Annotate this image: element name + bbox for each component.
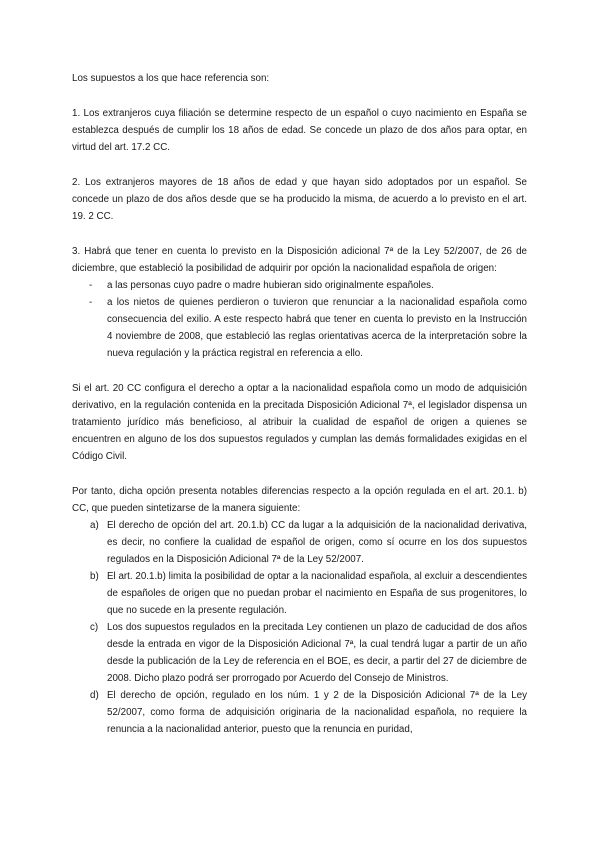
bullet-item: - a los nietos de quienes perdieron o tuvieron que renunciar a la nacionalidad española como consecuencia del exilio. A este respecto habrá que tener en cuenta lo previsto en la Instrucción 4 noviembre de 2008, que estableció las reglas orientativas acerca de la interpretación sobre la nueva regulación y la práctica registral en referencia a ello.: [72, 294, 527, 362]
si-paragraph: Si el art. 20 CC configura el derecho a optar a la nacionalidad española como un modo de adquisición derivativo, en la regulación contenida en la precitada Disposición Adicional 7ª, el legislador dispensa un tratamiento jurídico más beneficioso, al atribuir la cualidad de español de origen a quienes se encuentren en alguno de los dos supuestos regulados y cumplan las demás formalidades exigidas en el Código Civil.: [72, 383, 527, 462]
difference-text: El derecho de opción, regulado en los núm. 1 y 2 de la Disposición Adicional 7ª de la Ley 52/2007, como forma de adquisición originaria de la nacionalidad española, no requiere la renuncia a la nacionalidad anterior, puesto que la renuncia en puridad,: [107, 690, 527, 735]
difference-marker: c): [90, 622, 99, 633]
difference-item: [72, 568, 527, 619]
bullet-item: - a las personas cuyo padre o madre hubieran sido originalmente españoles.: [72, 277, 527, 294]
difference-item: [72, 517, 527, 568]
difference-item: [72, 619, 527, 687]
item-1-paragraph: 1. Los extranjeros cuya filiación se determine respecto de un español o cuyo nacimiento en España se establezca después de cumplir los 18 años de edad. Se concede un plazo de dos años para optar, en virtud del art. 17.2 CC.: [72, 108, 527, 153]
differences-list: [72, 517, 527, 738]
por-tanto-paragraph: Por tanto, dicha opción presenta notables diferencias respecto a la opción regulada en el art. 20.1. b) CC, que pueden sintetizarse de la manera siguiente:: [72, 486, 527, 514]
difference-item: [72, 687, 527, 738]
difference-text: El derecho de opción del art. 20.1.b) CC da lugar a la adquisición de la nacionalidad derivativa, es decir, no confiere la cualidad de español de origen, como sí ocurre en los dos supuestos regulados en la Disposición Adicional 7ª de la Ley 52/2007.: [107, 520, 527, 565]
item-3-bullet-list: [72, 277, 527, 362]
item-2-paragraph: 2. Los extranjeros mayores de 18 años de edad y que hayan sido adoptados por un español. Se concede un plazo de dos años desde que se ha producido la misma, de acuerdo a lo previsto en el art. 19. 2 CC.: [72, 177, 527, 222]
difference-text: Los dos supuestos regulados en la precitada Ley contienen un plazo de caducidad de dos años desde la entrada en vigor de la Disposición Adicional 7ª, la cual tendrá lugar a partir de un año desde la publicación de la Ley de referencia en el BOE, es decir, a partir del 27 de diciembre de 2008. Dicho plazo podrá ser prorrogado por Acuerdo del Consejo de Ministros.: [107, 622, 527, 684]
item-3-paragraph: 3. Habrá que tener en cuenta lo previsto en la Disposición adicional 7ª de la Ley 52/2007, de 26 de diciembre, que estableció la posibilidad de adquirir por opción la nacionalidad española de origen:: [72, 246, 527, 274]
document-page: [72, 70, 527, 738]
difference-marker: a): [90, 520, 99, 531]
intro-paragraph: Los supuestos a los que hace referencia son:: [72, 73, 270, 84]
difference-text: El art. 20.1.b) limita la posibilidad de optar a la nacionalidad española, al excluir a descendientes de españoles de origen que no puedan probar el nacimiento en España de sus progenitores, lo que no sucede en la presente regulación.: [107, 571, 527, 616]
difference-marker: b): [90, 571, 99, 582]
difference-marker: d): [90, 690, 99, 701]
